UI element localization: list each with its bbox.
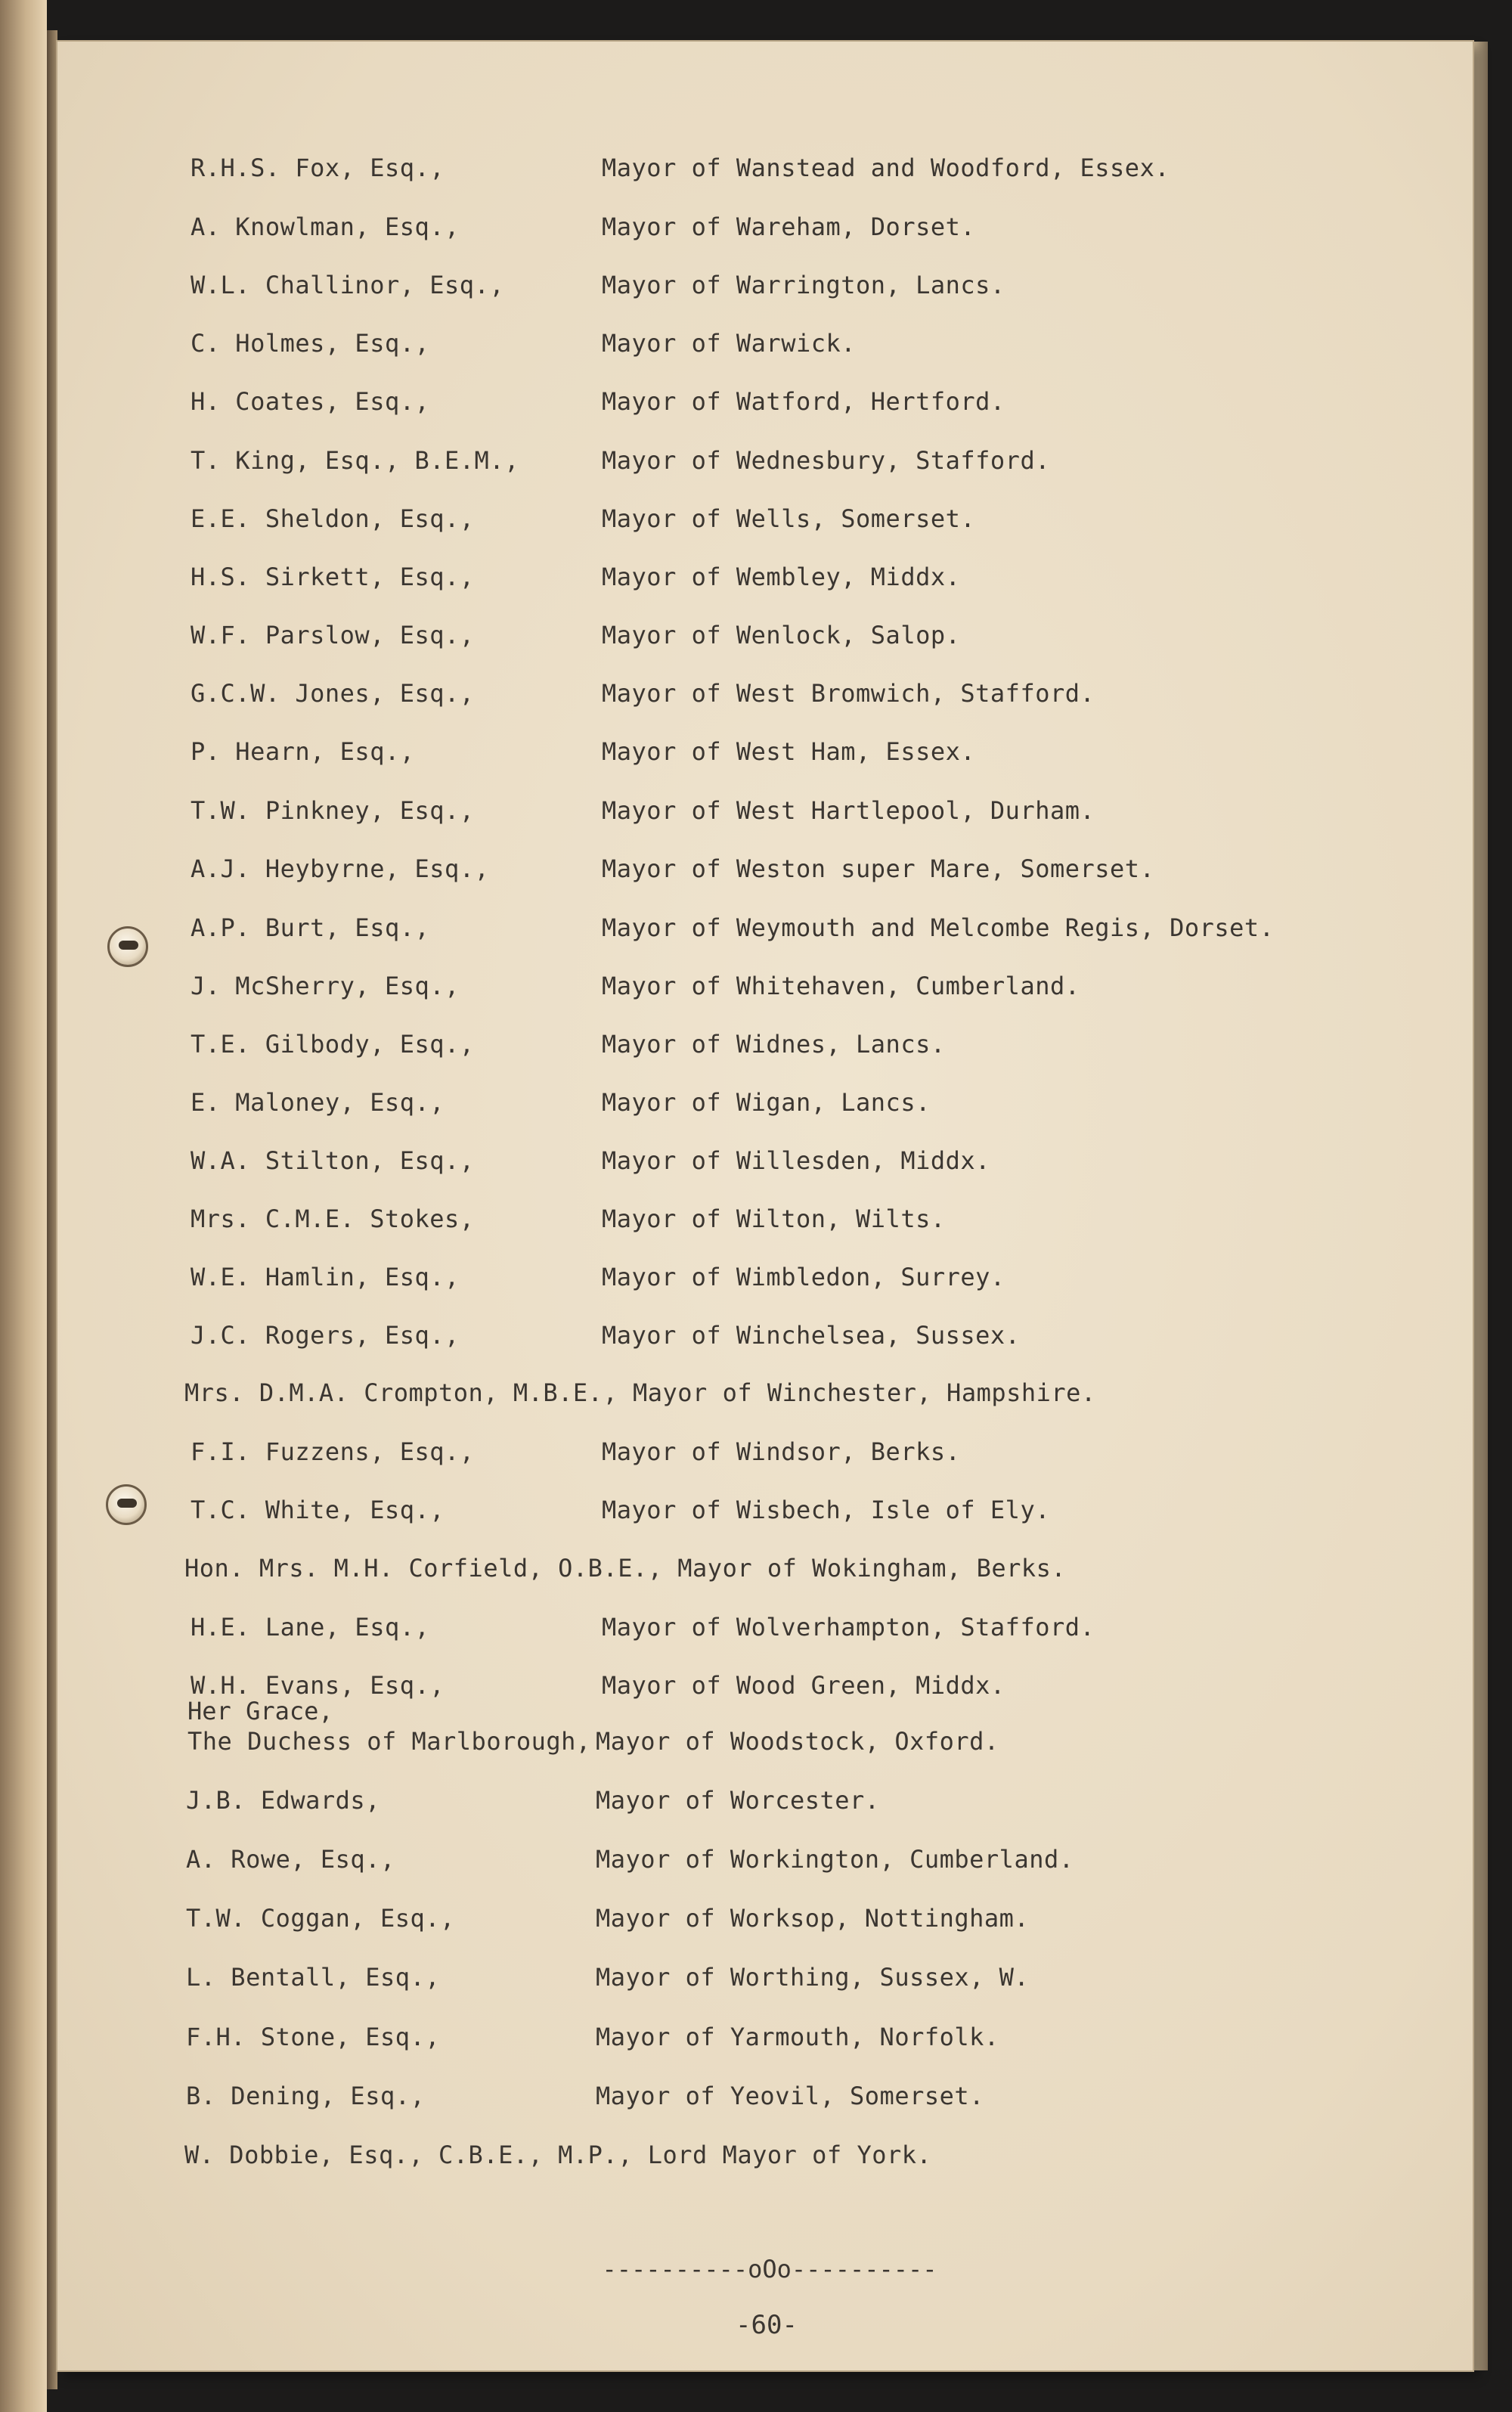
entry-office: Mayor of Wareham, Dorset. (602, 212, 976, 241)
list-item (57, 794, 1473, 827)
entry-office: Mayor of Willesden, Middx. (602, 1146, 990, 1175)
list-item (57, 1784, 1473, 1817)
entry-name: H.E. Lane, Esq., (191, 1613, 430, 1642)
entry-name: W.L. Challinor, Esq., (191, 271, 505, 299)
entry-office: Mayor of West Bromwich, Stafford. (602, 679, 1095, 708)
list-item (57, 2138, 1473, 2172)
entry-office: Mayor of Watford, Hertford. (602, 387, 1005, 416)
entry-name: The Duchess of Marlborough, (187, 1727, 591, 1756)
entry-office: Mayor of Winchelsea, Sussex. (602, 1321, 1021, 1350)
entry-name: B. Dening, Esq., (186, 2082, 426, 2110)
entry-name: P. Hearn, Esq., (191, 737, 415, 766)
entry-office: Mayor of Wells, Somerset. (602, 504, 976, 533)
list-item (57, 1319, 1473, 1352)
list-item (57, 151, 1473, 184)
entry-office: Mayor of Wednesbury, Stafford. (602, 446, 1050, 475)
entry-name: F.I. Fuzzens, Esq., (191, 1437, 475, 1466)
entry-name: E.E. Sheldon, Esq., (191, 504, 475, 533)
list-item (57, 385, 1473, 418)
list-item (57, 1552, 1473, 1585)
list-item (57, 1843, 1473, 1876)
list-item (57, 1144, 1473, 1177)
entry-name: J. McSherry, Esq., (191, 972, 460, 1000)
entry-office: Mayor of West Hartlepool, Durham. (602, 796, 1095, 825)
entry-office: Mayor of Warrington, Lancs. (602, 271, 1005, 299)
entry-name: W.A. Stilton, Esq., (191, 1146, 475, 1175)
entry-office: Mayor of Wanstead and Woodford, Essex. (602, 153, 1170, 182)
entry-name: W.E. Hamlin, Esq., (191, 1263, 460, 1291)
entry-full: W. Dobbie, Esq., C.B.E., M.P., Lord Mayor of York. (184, 2141, 932, 2169)
entry-office: Mayor of West Ham, Essex. (602, 737, 976, 766)
entry-office: Mayor of Wigan, Lancs. (602, 1088, 931, 1117)
list-item (57, 444, 1473, 477)
list-item (57, 327, 1473, 360)
entry-office: Mayor of Wisbech, Isle of Ely. (602, 1496, 1050, 1524)
entry-name: Mrs. C.M.E. Stokes, (191, 1204, 475, 1233)
page-stack-edge (47, 30, 57, 2389)
list-item (57, 210, 1473, 243)
entry-office: Mayor of Wenlock, Salop. (602, 621, 961, 650)
entry-office: Mayor of Wembley, Middx. (602, 563, 961, 591)
entry-office: Mayor of Wood Green, Middx. (602, 1671, 1005, 1700)
entry-name: H. Coates, Esq., (191, 387, 430, 416)
list-item (57, 560, 1473, 594)
entry-name: E. Maloney, Esq., (191, 1088, 445, 1117)
list-item (57, 1202, 1473, 1235)
list-item (57, 735, 1473, 768)
list-item (57, 1435, 1473, 1468)
list-item (57, 268, 1473, 302)
book-binding (0, 0, 47, 2412)
entry-name: T.E. Gilbody, Esq., (191, 1030, 475, 1059)
entry-name: C. Holmes, Esq., (191, 329, 430, 358)
list-item (57, 1260, 1473, 1294)
list-item (57, 852, 1473, 885)
entry-name: T.C. White, Esq., (191, 1496, 445, 1524)
entry-office: Mayor of Worcester. (596, 1786, 880, 1815)
list-item (57, 911, 1473, 944)
entry-name: A. Rowe, Esq., (186, 1845, 395, 1874)
entry-office: Mayor of Wolverhampton, Stafford. (602, 1613, 1095, 1642)
entry-name: T.W. Pinkney, Esq., (191, 796, 475, 825)
entry-grace-line1: Her Grace, (187, 1697, 333, 1725)
page-number: -60- (736, 2310, 798, 2340)
entry-name: H.S. Sirkett, Esq., (191, 563, 475, 591)
entry-office: Mayor of Windsor, Berks. (602, 1437, 961, 1466)
list-item (57, 1028, 1473, 1061)
list-item (57, 1611, 1473, 1644)
entry-office: Mayor of Worthing, Sussex, W. (596, 1963, 1030, 1992)
entry-name: A.J. Heybyrne, Esq., (191, 854, 490, 883)
list-item (57, 502, 1473, 535)
entry-office: Mayor of Warwick. (602, 329, 857, 358)
entry-office: Mayor of Whitehaven, Cumberland. (602, 972, 1080, 1000)
entry-office: Mayor of Weston super Mare, Somerset. (602, 854, 1155, 883)
entry-office: Mayor of Workington, Cumberland. (596, 1845, 1074, 1874)
list-item (57, 1961, 1473, 1994)
entry-name: J.B. Edwards, (186, 1786, 380, 1815)
entry-name: F.H. Stone, Esq., (186, 2023, 441, 2051)
section-divider: ----------oOo---------- (602, 2255, 937, 2283)
page-right-edge (1473, 42, 1488, 2370)
entry-office: Mayor of Worksop, Nottingham. (596, 1904, 1030, 1933)
list-item (57, 1493, 1473, 1527)
list-item (57, 1376, 1473, 1409)
list-item (57, 1902, 1473, 1935)
entry-name: G.C.W. Jones, Esq., (191, 679, 475, 708)
entry-full: Mrs. D.M.A. Crompton, M.B.E., Mayor of Winchester, Hampshire. (184, 1378, 1096, 1407)
entry-office: Mayor of Weymouth and Melcombe Regis, Dorset. (602, 913, 1275, 942)
entry-name: W.H. Evans, Esq., (191, 1671, 445, 1700)
entry-office: Mayor of Yeovil, Somerset. (596, 2082, 984, 2110)
entry-office: Mayor of Wimbledon, Surrey. (602, 1263, 1005, 1291)
list-item (57, 619, 1473, 652)
entry-name: W.F. Parslow, Esq., (191, 621, 475, 650)
list-item (57, 2079, 1473, 2113)
list-item (57, 969, 1473, 1003)
entry-office: Mayor of Wilton, Wilts. (602, 1204, 946, 1233)
entry-name: T. King, Esq., B.E.M., (191, 446, 519, 475)
entry-name: A. Knowlman, Esq., (191, 212, 460, 241)
list-item (57, 1086, 1473, 1119)
list-item (57, 677, 1473, 710)
entry-full: Hon. Mrs. M.H. Corfield, O.B.E., Mayor of Wokingham, Berks. (184, 1554, 1067, 1583)
document-page (57, 42, 1473, 2370)
entry-office: Mayor of Woodstock, Oxford. (596, 1727, 999, 1756)
list-item (57, 2020, 1473, 2054)
list-item (57, 1725, 1473, 1758)
entry-name: A.P. Burt, Esq., (191, 913, 430, 942)
entry-name: T.W. Coggan, Esq., (186, 1904, 455, 1933)
entry-office: Mayor of Yarmouth, Norfolk. (596, 2023, 999, 2051)
entry-office: Mayor of Widnes, Lancs. (602, 1030, 946, 1059)
entry-name: J.C. Rogers, Esq., (191, 1321, 460, 1350)
entry-name: L. Bentall, Esq., (186, 1963, 441, 1992)
entry-name: R.H.S. Fox, Esq., (191, 153, 445, 182)
